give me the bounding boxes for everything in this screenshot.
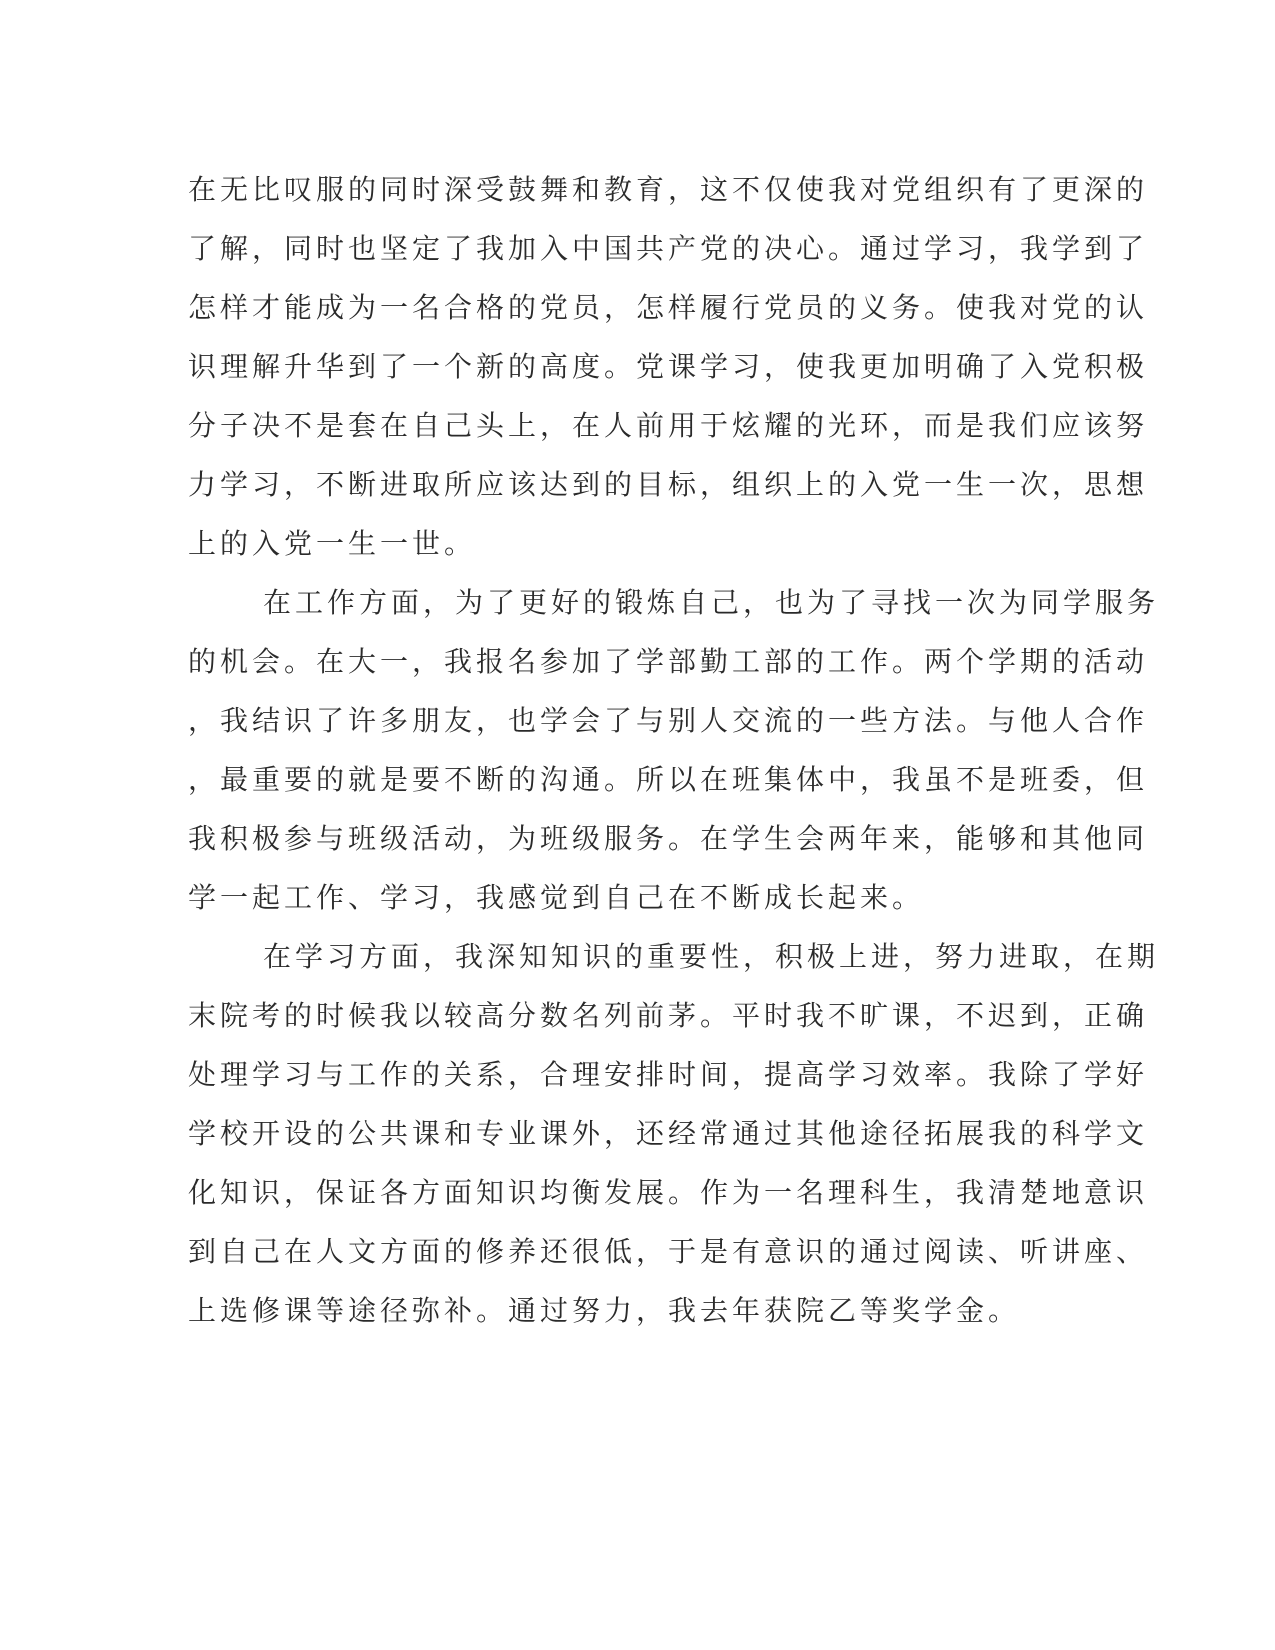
text-line: 在学习方面，我深知知识的重要性，积极上进，努力进取，在期 [263,940,1160,973]
text-line: 分子决不是套在自己头上，在人前用于炫耀的光环，而是我们应该努 [188,409,1149,442]
document-body [188,160,1160,1340]
text-line: 识理解升华到了一个新的高度。党课学习，使我更加明确了入党积极 [188,350,1149,383]
text-line: 在工作方面，为了更好的锻炼自己，也为了寻找一次为同学服务 [263,586,1160,619]
text-line: 处理学习与工作的关系，合理安排时间，提高学习效率。我除了学好 [188,1058,1149,1091]
text-line: 在无比叹服的同时深受鼓舞和教育，这不仅使我对党组织有了更深的 [188,173,1149,206]
text-line: 了解，同时也坚定了我加入中国共产党的决心。通过学习，我学到了 [188,232,1149,265]
text-line: ，我结识了许多朋友，也学会了与别人交流的一些方法。与他人合作 [188,704,1149,737]
text-line: ，最重要的就是要不断的沟通。所以在班集体中，我虽不是班委，但 [188,763,1149,796]
text-line: 上的入党一生一世。 [188,527,477,560]
text-line: 上选修课等途径弥补。通过努力，我去年获院乙等奖学金。 [188,1294,1021,1327]
text-line: 化知识，保证各方面知识均衡发展。作为一名理科生，我清楚地意识 [188,1176,1149,1209]
text-line: 力学习，不断进取所应该达到的目标，组织上的入党一生一次，思想 [188,468,1149,501]
text-line: 学一起工作、学习，我感觉到自己在不断成长起来。 [188,881,925,914]
text-line: 学校开设的公共课和专业课外，还经常通过其他途径拓展我的科学文 [188,1117,1149,1150]
text-line: 到自己在人文方面的修养还很低，于是有意识的通过阅读、听讲座、 [188,1235,1149,1268]
text-line: 我积极参与班级活动，为班级服务。在学生会两年来，能够和其他同 [188,822,1149,855]
text-line: 末院考的时候我以较高分数名列前茅。平时我不旷课，不迟到，正确 [188,999,1149,1032]
text-line: 的机会。在大一，我报名参加了学部勤工部的工作。两个学期的活动 [188,645,1149,678]
text-line: 怎样才能成为一名合格的党员，怎样履行党员的义务。使我对党的认 [188,291,1149,324]
